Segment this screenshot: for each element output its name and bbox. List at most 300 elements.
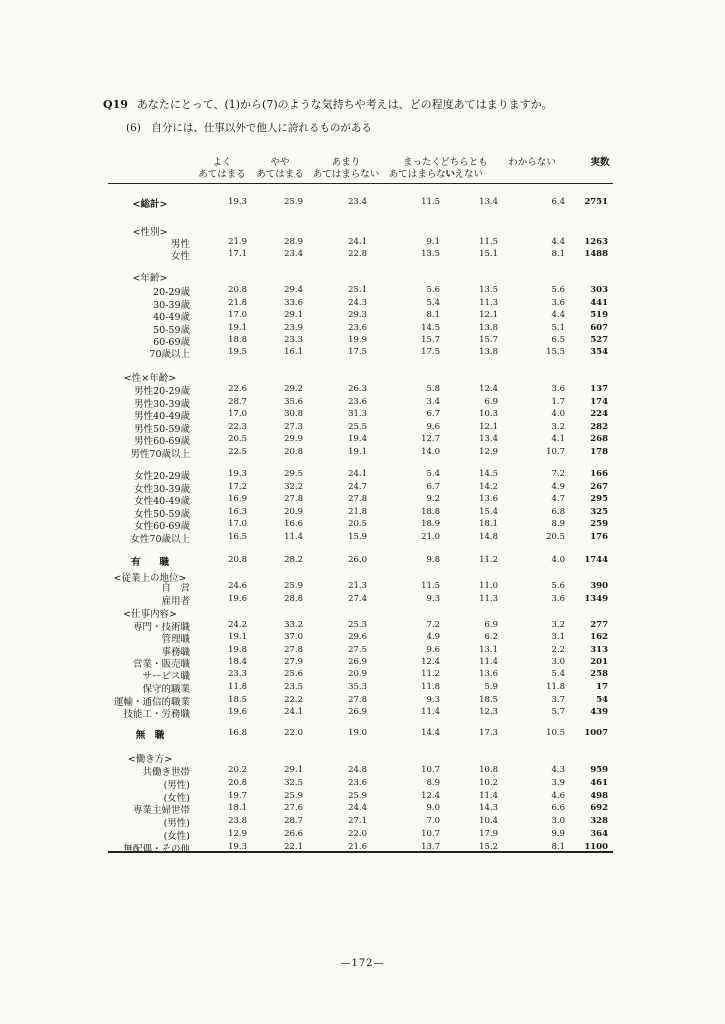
percent-cell: 27.8 xyxy=(348,695,367,705)
percent-cell: 6.8 xyxy=(551,507,565,517)
question-text: あなたにとって、(1)から(7)のような気持ちや考えは、どの程度あてはまりますか。 xyxy=(136,98,553,111)
percent-cell: 27.8 xyxy=(348,494,367,504)
percent-cell: 7.2 xyxy=(426,620,440,630)
percent-cell: 24.1 xyxy=(284,707,303,717)
percent-cell: 23.6 xyxy=(348,397,367,407)
count-cell: 259 xyxy=(590,519,608,529)
percent-cell: 13.6 xyxy=(479,669,498,679)
percent-cell: 19.5 xyxy=(228,347,247,357)
row-label: 営業・販売職 xyxy=(132,659,190,670)
column-header-line2: あてはまる xyxy=(256,169,304,180)
percent-cell: 3.2 xyxy=(551,620,565,630)
percent-cell: 8.1 xyxy=(551,249,565,259)
percent-cell: 27.6 xyxy=(284,803,303,813)
percent-cell: 25.3 xyxy=(348,620,367,630)
percent-cell: 26.0 xyxy=(348,555,367,565)
percent-cell: 18.4 xyxy=(228,657,247,667)
percent-cell: 3.4 xyxy=(426,397,440,407)
percent-cell: 28.9 xyxy=(284,237,303,247)
percent-cell: 16.9 xyxy=(228,494,247,504)
percent-cell: 25.6 xyxy=(284,669,303,679)
percent-cell: 4.0 xyxy=(551,555,565,565)
percent-cell: 19.3 xyxy=(228,197,247,207)
percent-cell: 6.2 xyxy=(484,632,498,642)
row-label: 男性60-69歳 xyxy=(134,436,190,447)
percent-cell: 12.3 xyxy=(479,707,498,717)
percent-cell: 29.9 xyxy=(284,434,303,444)
percent-cell: 23.3 xyxy=(228,669,247,679)
percent-cell: 25.9 xyxy=(284,791,303,801)
percent-cell: 29.4 xyxy=(284,285,303,295)
percent-cell: 9.0 xyxy=(426,803,440,813)
percent-cell: 33.6 xyxy=(284,298,303,308)
count-cell: 1263 xyxy=(584,237,608,247)
percent-cell: 15.2 xyxy=(479,842,498,852)
column-header-line2: 実数 xyxy=(590,157,610,168)
percent-cell: 23.3 xyxy=(284,335,303,345)
row-label: <従業上の地位> xyxy=(113,573,187,584)
header-rule xyxy=(108,183,613,184)
percent-cell: 32.5 xyxy=(284,778,303,788)
percent-cell: 33.2 xyxy=(284,620,303,630)
percent-cell: 3.1 xyxy=(551,632,565,642)
percent-cell: 31.3 xyxy=(348,409,367,419)
percent-cell: 10.2 xyxy=(479,778,498,788)
row-label: <働き方> xyxy=(127,754,173,765)
count-cell: 54 xyxy=(596,695,608,705)
count-cell: 282 xyxy=(590,422,608,432)
percent-cell: 24.6 xyxy=(228,581,247,591)
percent-cell: 22.3 xyxy=(228,422,247,432)
percent-cell: 10.3 xyxy=(479,409,498,419)
percent-cell: 23.6 xyxy=(348,778,367,788)
column-header-line1: まったく xyxy=(402,157,441,168)
percent-cell: 19.6 xyxy=(228,594,247,604)
percent-cell: 13.1 xyxy=(479,645,498,655)
percent-cell: 23.9 xyxy=(284,323,303,333)
percent-cell: 3.6 xyxy=(551,384,565,394)
percent-cell: 27.3 xyxy=(284,422,303,432)
percent-cell: 10.4 xyxy=(479,816,498,826)
percent-cell: 16.6 xyxy=(284,519,303,529)
percent-cell: 19.0 xyxy=(348,728,367,738)
row-label: 専門・技術職 xyxy=(132,622,190,633)
percent-cell: 14.2 xyxy=(479,482,498,492)
percent-cell: 6.4 xyxy=(551,197,565,207)
percent-cell: 24.2 xyxy=(228,620,247,630)
row-label: (男性) xyxy=(163,818,190,829)
percent-cell: 19.4 xyxy=(348,434,367,444)
percent-cell: 17.5 xyxy=(421,347,440,357)
percent-cell: 9.1 xyxy=(426,237,440,247)
percent-cell: 14.5 xyxy=(421,323,440,333)
percent-cell: 20.8 xyxy=(284,447,303,457)
percent-cell: 22.8 xyxy=(348,249,367,259)
row-label: <仕事内容> xyxy=(123,609,177,620)
count-cell: 2751 xyxy=(584,197,608,207)
percent-cell: 11.4 xyxy=(421,707,440,717)
percent-cell: 29.2 xyxy=(284,384,303,394)
percent-cell: 15.5 xyxy=(546,347,565,357)
column-header xyxy=(311,157,381,181)
row-label: 管理職 xyxy=(161,634,190,645)
percent-cell: 24.1 xyxy=(348,469,367,479)
percent-cell: 4.7 xyxy=(551,494,565,504)
percent-cell: 20.9 xyxy=(348,669,367,679)
row-label: 20-29歳 xyxy=(153,287,190,298)
percent-cell: 35.6 xyxy=(284,397,303,407)
percent-cell: 19.1 xyxy=(228,323,247,333)
percent-cell: 11.4 xyxy=(479,791,498,801)
percent-cell: 21.3 xyxy=(348,581,367,591)
percent-cell: 9.6 xyxy=(426,422,440,432)
percent-cell: 12.9 xyxy=(479,447,498,457)
percent-cell: 15.7 xyxy=(479,335,498,345)
percent-cell: 3.6 xyxy=(551,298,565,308)
count-cell: 224 xyxy=(590,409,608,419)
percent-cell: 21.6 xyxy=(348,842,367,852)
percent-cell: 5.8 xyxy=(426,384,440,394)
percent-cell: 15.4 xyxy=(479,507,498,517)
percent-cell: 21.8 xyxy=(348,507,367,517)
percent-cell: 4.4 xyxy=(551,310,565,320)
percent-cell: 13.5 xyxy=(479,285,498,295)
percent-cell: 10.7 xyxy=(546,447,565,457)
column-header-line2: あてはまらない xyxy=(388,169,456,180)
count-cell: 328 xyxy=(590,816,608,826)
percent-cell: 12.4 xyxy=(479,384,498,394)
percent-cell: 19.3 xyxy=(228,842,247,852)
percent-cell: 3.9 xyxy=(551,778,565,788)
count-cell: 258 xyxy=(590,669,608,679)
percent-cell: 12.9 xyxy=(228,829,247,839)
percent-cell: 5.1 xyxy=(551,323,565,333)
percent-cell: 6.9 xyxy=(484,620,498,630)
percent-cell: 20.5 xyxy=(546,532,565,542)
percent-cell: 11.8 xyxy=(421,682,440,692)
column-header xyxy=(565,157,635,169)
count-cell: 303 xyxy=(590,285,608,295)
percent-cell: 11.5 xyxy=(421,197,440,207)
percent-cell: 25.9 xyxy=(284,197,303,207)
count-cell: 461 xyxy=(590,778,608,788)
percent-cell: 17.3 xyxy=(479,728,498,738)
percent-cell: 4.9 xyxy=(551,482,565,492)
percent-cell: 22.2 xyxy=(284,695,303,705)
row-label: 女性70歳以上 xyxy=(130,534,190,545)
percent-cell: 19.3 xyxy=(228,469,247,479)
percent-cell: 20.8 xyxy=(228,285,247,295)
count-cell: 364 xyxy=(590,829,608,839)
percent-cell: 12.1 xyxy=(479,310,498,320)
percent-cell: 13.4 xyxy=(479,434,498,444)
count-cell: 1100 xyxy=(584,842,608,852)
count-cell: 295 xyxy=(590,494,608,504)
count-cell: 176 xyxy=(590,532,608,542)
percent-cell: 29.5 xyxy=(284,469,303,479)
percent-cell: 18.1 xyxy=(228,803,247,813)
percent-cell: 23.6 xyxy=(348,323,367,333)
percent-cell: 11.0 xyxy=(479,581,498,591)
percent-cell: 4.1 xyxy=(551,434,565,444)
row-label: 技能工・労務職 xyxy=(123,709,190,720)
percent-cell: 21.8 xyxy=(228,298,247,308)
percent-cell: 21.9 xyxy=(228,237,247,247)
percent-cell: 24.4 xyxy=(348,803,367,813)
percent-cell: 7.0 xyxy=(426,816,440,826)
percent-cell: 3.6 xyxy=(551,594,565,604)
row-label: 女性20-29歳 xyxy=(134,471,190,482)
count-cell: 325 xyxy=(590,507,608,517)
percent-cell: 9.9 xyxy=(551,829,565,839)
row-label: <総計> xyxy=(132,199,168,210)
percent-cell: 32.2 xyxy=(284,482,303,492)
percent-cell: 11.3 xyxy=(479,594,498,604)
percent-cell: 3.0 xyxy=(551,657,565,667)
percent-cell: 4.6 xyxy=(551,791,565,801)
row-label: 男性20-29歳 xyxy=(134,386,190,397)
percent-cell: 15.7 xyxy=(421,335,440,345)
count-cell: 166 xyxy=(590,469,608,479)
percent-cell: 21.0 xyxy=(421,532,440,542)
percent-cell: 3.2 xyxy=(551,422,565,432)
count-cell: 959 xyxy=(590,765,608,775)
percent-cell: 19.9 xyxy=(348,335,367,345)
row-label: 男性50-59歳 xyxy=(134,424,190,435)
percent-cell: 6.7 xyxy=(426,409,440,419)
percent-cell: 19.1 xyxy=(348,447,367,457)
percent-cell: 19.1 xyxy=(228,632,247,642)
column-header-line2: あてはまらない xyxy=(312,169,380,180)
percent-cell: 22.0 xyxy=(284,728,303,738)
count-cell: 1349 xyxy=(584,594,608,604)
row-label: 女性 xyxy=(170,251,190,262)
row-label: 男性40-49歳 xyxy=(134,411,190,422)
percent-cell: 24.3 xyxy=(348,298,367,308)
column-header-line1: どちらとも xyxy=(440,157,488,168)
row-label: 無 職 xyxy=(135,730,165,741)
percent-cell: 29.1 xyxy=(284,765,303,775)
percent-cell: 19.7 xyxy=(228,791,247,801)
percent-cell: 5.6 xyxy=(551,285,565,295)
percent-cell: 27.9 xyxy=(284,657,303,667)
percent-cell: 13.5 xyxy=(421,249,440,259)
percent-cell: 5.9 xyxy=(484,682,498,692)
percent-cell: 14.8 xyxy=(479,532,498,542)
percent-cell: 9.3 xyxy=(426,695,440,705)
row-label: 事務職 xyxy=(161,647,190,658)
percent-cell: 13.7 xyxy=(421,842,440,852)
row-label: サービス職 xyxy=(142,671,190,682)
column-header-line1: やや xyxy=(270,157,290,168)
percent-cell: 27.4 xyxy=(348,594,367,604)
column-header-line1: わからない xyxy=(508,157,556,168)
question-item: (6) 自分には、仕事以外で他人に誇れるものがある xyxy=(126,122,372,134)
percent-cell: 23.5 xyxy=(284,682,303,692)
row-label: 専業主婦世帯 xyxy=(132,805,190,816)
row-label: 女性30-39歳 xyxy=(134,484,190,495)
percent-cell: 11.4 xyxy=(479,657,498,667)
column-header-line1: よく xyxy=(212,157,232,168)
percent-cell: 10.8 xyxy=(479,765,498,775)
percent-cell: 11.8 xyxy=(546,682,565,692)
percent-cell: 18.5 xyxy=(228,695,247,705)
percent-cell: 17.5 xyxy=(348,347,367,357)
percent-cell: 6.5 xyxy=(551,335,565,345)
percent-cell: 11.3 xyxy=(479,298,498,308)
percent-cell: 20.8 xyxy=(228,778,247,788)
percent-cell: 3.0 xyxy=(551,816,565,826)
percent-cell: 24.1 xyxy=(348,237,367,247)
percent-cell: 30.8 xyxy=(284,409,303,419)
percent-cell: 17.0 xyxy=(228,409,247,419)
row-label: 70歳以上 xyxy=(149,349,190,360)
row-label: <性×年齢> xyxy=(123,373,177,384)
percent-cell: 18.8 xyxy=(421,507,440,517)
percent-cell: 5.6 xyxy=(426,285,440,295)
row-label: 30-39歳 xyxy=(153,300,190,311)
percent-cell: 29.3 xyxy=(348,310,367,320)
percent-cell: 5.6 xyxy=(551,581,565,591)
row-label: <性別> xyxy=(132,227,168,238)
percent-cell: 18.1 xyxy=(479,519,498,529)
percent-cell: 23.4 xyxy=(284,249,303,259)
percent-cell: 23.8 xyxy=(228,816,247,826)
percent-cell: 22.1 xyxy=(284,842,303,852)
percent-cell: 6.6 xyxy=(551,803,565,813)
count-cell: 17 xyxy=(596,682,608,692)
percent-cell: 27.1 xyxy=(348,816,367,826)
row-label: 男性30-39歳 xyxy=(134,399,190,410)
percent-cell: 4.3 xyxy=(551,765,565,775)
count-cell: 498 xyxy=(590,791,608,801)
question-heading xyxy=(103,96,553,112)
percent-cell: 12.4 xyxy=(421,791,440,801)
row-label: 女性40-49歳 xyxy=(134,496,190,507)
percent-cell: 9.8 xyxy=(426,555,440,565)
row-label: 女性60-69歳 xyxy=(134,521,190,532)
percent-cell: 4.9 xyxy=(426,632,440,642)
percent-cell: 9.2 xyxy=(426,494,440,504)
count-cell: 1007 xyxy=(584,728,608,738)
percent-cell: 25.9 xyxy=(284,581,303,591)
count-cell: 607 xyxy=(590,323,608,333)
percent-cell: 11.5 xyxy=(421,581,440,591)
percent-cell: 5.4 xyxy=(551,669,565,679)
column-header xyxy=(245,157,315,181)
percent-cell: 10.5 xyxy=(546,728,565,738)
percent-cell: 28.7 xyxy=(228,397,247,407)
percent-cell: 25.5 xyxy=(348,422,367,432)
percent-cell: 22.0 xyxy=(348,829,367,839)
count-cell: 313 xyxy=(590,645,608,655)
percent-cell: 9.3 xyxy=(426,594,440,604)
percent-cell: 8.1 xyxy=(426,310,440,320)
percent-cell: 13.6 xyxy=(479,494,498,504)
percent-cell: 27.8 xyxy=(284,645,303,655)
row-label: 共働き世帯 xyxy=(142,767,190,778)
percent-cell: 12.7 xyxy=(421,434,440,444)
percent-cell: 18.9 xyxy=(421,519,440,529)
percent-cell: 37.0 xyxy=(284,632,303,642)
percent-cell: 17.0 xyxy=(228,310,247,320)
percent-cell: 28.2 xyxy=(284,555,303,565)
percent-cell: 17.9 xyxy=(479,829,498,839)
column-header-line2: あてはまる xyxy=(198,169,246,180)
percent-cell: 9.6 xyxy=(426,645,440,655)
count-cell: 354 xyxy=(590,347,608,357)
page-number: —172— xyxy=(340,958,385,969)
percent-cell: 11.8 xyxy=(228,682,247,692)
count-cell: 268 xyxy=(590,434,608,444)
count-cell: 277 xyxy=(590,620,608,630)
percent-cell: 13.8 xyxy=(479,347,498,357)
percent-cell: 8.9 xyxy=(426,778,440,788)
percent-cell: 5.4 xyxy=(426,469,440,479)
percent-cell: 6.9 xyxy=(484,397,498,407)
percent-cell: 16.5 xyxy=(228,532,247,542)
count-cell: 441 xyxy=(590,298,608,308)
column-header xyxy=(429,157,499,181)
row-label: 男性 xyxy=(170,239,190,250)
row-label: 有 職 xyxy=(130,557,169,568)
count-cell: 174 xyxy=(590,397,608,407)
percent-cell: 17.0 xyxy=(228,519,247,529)
percent-cell: 23.4 xyxy=(348,197,367,207)
percent-cell: 18.8 xyxy=(228,335,247,345)
percent-cell: 19.6 xyxy=(228,707,247,717)
row-label: 無配偶・その他 xyxy=(123,844,190,855)
percent-cell: 1.7 xyxy=(551,397,565,407)
percent-cell: 8.9 xyxy=(551,519,565,529)
row-label: 50-59歳 xyxy=(153,325,190,336)
column-header xyxy=(497,157,567,169)
count-cell: 1488 xyxy=(584,249,608,259)
percent-cell: 15.9 xyxy=(348,532,367,542)
percent-cell: 11.2 xyxy=(421,669,440,679)
percent-cell: 29.1 xyxy=(284,310,303,320)
column-header-line1: あまり xyxy=(331,157,361,168)
percent-cell: 28.7 xyxy=(284,816,303,826)
percent-cell: 22.5 xyxy=(228,447,247,457)
count-cell: 201 xyxy=(590,657,608,667)
column-header-line2: いえない xyxy=(444,169,483,180)
percent-cell: 20.8 xyxy=(228,555,247,565)
percent-cell: 4.4 xyxy=(551,237,565,247)
percent-cell: 17.2 xyxy=(228,482,247,492)
percent-cell: 22.6 xyxy=(228,384,247,394)
percent-cell: 4.0 xyxy=(551,409,565,419)
count-cell: 390 xyxy=(590,581,608,591)
percent-cell: 20.2 xyxy=(228,765,247,775)
percent-cell: 20.5 xyxy=(228,434,247,444)
percent-cell: 25.9 xyxy=(348,791,367,801)
row-label: 男性70歳以上 xyxy=(130,449,190,460)
question-number: Q19 xyxy=(103,98,128,111)
percent-cell: 13.8 xyxy=(479,323,498,333)
percent-cell: 16.3 xyxy=(228,507,247,517)
percent-cell: 2.2 xyxy=(551,645,565,655)
row-label: 自 営 xyxy=(161,583,190,594)
percent-cell: 24.8 xyxy=(348,765,367,775)
percent-cell: 26.6 xyxy=(284,829,303,839)
percent-cell: 11.5 xyxy=(479,237,498,247)
row-label: 保守的職業 xyxy=(142,684,190,695)
percent-cell: 8.1 xyxy=(551,842,565,852)
count-cell: 267 xyxy=(590,482,608,492)
row-label: 雇用者 xyxy=(161,596,190,607)
percent-cell: 15.1 xyxy=(479,249,498,259)
